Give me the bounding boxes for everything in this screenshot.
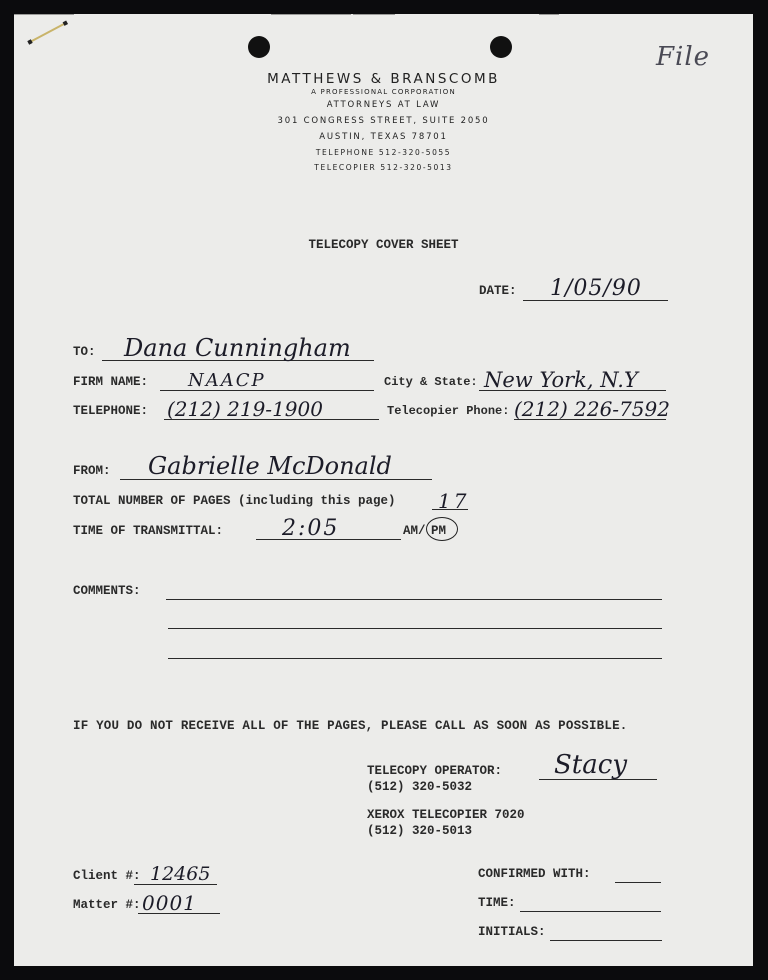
telephone-label: TELEPHONE: [73, 404, 149, 418]
staple-mark [30, 22, 66, 43]
firm-name: MATTHEWS & BRANSCOMB [267, 71, 500, 87]
matter-label: Matter #: [73, 898, 141, 912]
comments-label: COMMENTS: [73, 584, 141, 598]
missing-pages-notice: IF YOU DO NOT RECEIVE ALL OF THE PAGES, PLEASE CALL AS SOON AS POSSIBLE. [73, 719, 628, 733]
from-label: FROM: [73, 464, 111, 478]
fax-cover-page [14, 14, 753, 966]
operator-value[interactable]: Stacy [554, 750, 628, 780]
punch-hole-left [248, 36, 270, 58]
confirm-time-line[interactable] [520, 911, 661, 912]
to-value[interactable]: Dana Cunningham [124, 334, 351, 362]
matter-value[interactable]: 0001 [142, 891, 197, 915]
pm-option[interactable]: PM [431, 524, 447, 538]
time-label: TIME OF TRANSMITTAL: [73, 524, 224, 538]
firm-telephone: TELEPHONE 512-320-5055 [315, 148, 452, 157]
firm-address: 301 CONGRESS STREET, SUITE 2050 [277, 116, 490, 126]
punch-hole-right [490, 36, 512, 58]
initials-line[interactable] [550, 940, 662, 941]
total-pages-value[interactable]: 17 [438, 489, 470, 513]
firm-city: AUSTIN, TEXAS 78701 [319, 132, 448, 142]
machine-phone: (512) 320-5013 [367, 824, 473, 838]
comments-line-3[interactable] [168, 658, 662, 659]
date-value[interactable]: 1/05/90 [550, 276, 642, 301]
from-value[interactable]: Gabrielle McDonald [148, 452, 392, 480]
confirm-time-label: TIME: [478, 896, 516, 910]
confirmed-with-label: CONFIRMED WITH: [478, 867, 591, 881]
city-state-value[interactable]: New York, N.Y [484, 368, 638, 392]
date-label: DATE: [479, 284, 517, 298]
confirmed-with-line[interactable] [615, 882, 661, 883]
top-edge-marks [14, 14, 753, 17]
telephone-value[interactable]: (212) 219-1900 [167, 397, 323, 421]
to-label: TO: [73, 345, 96, 359]
firm-name-label: FIRM NAME: [73, 375, 149, 389]
firm-name-value[interactable]: NAACP [188, 370, 266, 391]
pm-selected-circle [426, 517, 458, 541]
operator-phone: (512) 320-5032 [367, 780, 473, 794]
city-state-label: City & State: [384, 375, 478, 389]
client-label: Client #: [73, 869, 141, 883]
handwritten-file-note: File [656, 42, 711, 72]
am-option[interactable]: AM/ [403, 524, 426, 538]
firm-corporation: A PROFESSIONAL CORPORATION [311, 88, 456, 96]
initials-label: INITIALS: [478, 925, 546, 939]
comments-line-2[interactable] [168, 628, 662, 629]
firm-profession: ATTORNEYS AT LAW [326, 100, 441, 110]
firm-telecopier: TELECOPIER 512-320-5013 [314, 163, 453, 172]
telecopier-phone-label: Telecopier Phone: [387, 404, 510, 418]
form-title: TELECOPY COVER SHEET [308, 238, 459, 252]
telecopier-phone-value[interactable]: (212) 226-7592 [514, 397, 670, 421]
comments-line-1[interactable] [166, 599, 662, 600]
total-pages-label: TOTAL NUMBER OF PAGES (including this page) [73, 494, 396, 508]
client-value[interactable]: 12465 [150, 863, 211, 885]
time-value[interactable]: 2:05 [282, 516, 340, 541]
machine-name: XEROX TELECOPIER 7020 [367, 808, 525, 822]
operator-label: TELECOPY OPERATOR: [367, 764, 503, 778]
